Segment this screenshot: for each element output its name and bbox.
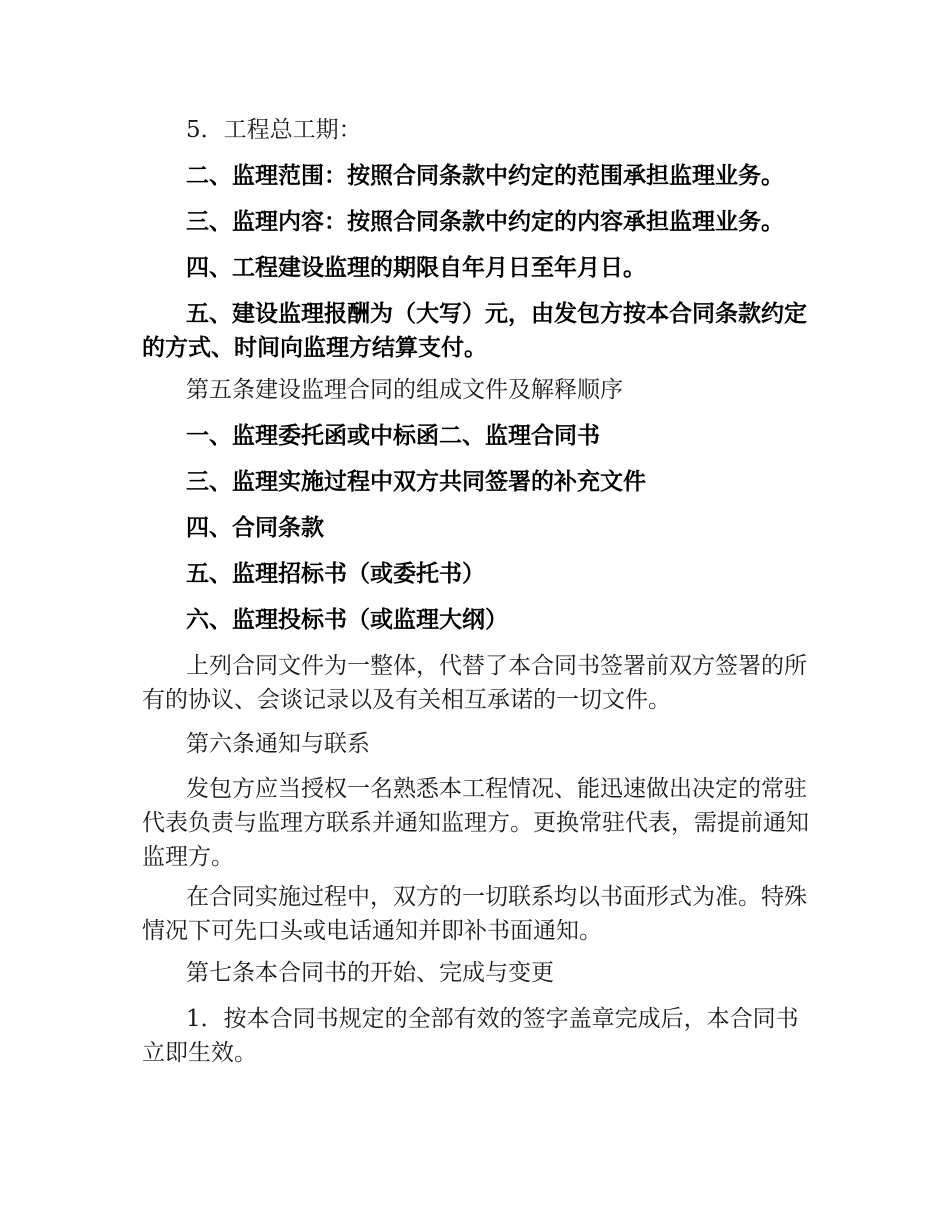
paragraph-effective: 1．按本合同书规定的全部有效的签字盖章完成后，本合同书立即生效。 bbox=[142, 1006, 799, 1066]
paragraph-period: 四、工程建设监理的期限自年月日至年月日。 bbox=[186, 254, 646, 281]
list-item-6: 六、监理投标书（或监理大纲） bbox=[186, 606, 508, 633]
heading-article-7: 第七条本合同书的开始、完成与变更 bbox=[186, 960, 554, 986]
paragraph-schedule: 5．工程总工期： bbox=[186, 117, 362, 143]
list-item-1-2: 一、监理委托函或中标函二、监理合同书 bbox=[186, 422, 600, 449]
list-item-5: 五、监理招标书（或委托书） bbox=[186, 560, 485, 587]
heading-article-5: 第五条建设监理合同的组成文件及解释顺序 bbox=[186, 377, 623, 403]
list-item-3: 三、监理实施过程中双方共同签署的补充文件 bbox=[186, 468, 646, 495]
list-item-4: 四、合同条款 bbox=[186, 514, 324, 541]
paragraph-scope: 二、监理范围：按照合同条款中约定的范围承担监理业务。 bbox=[186, 162, 784, 189]
paragraph-representative: 发包方应当授权一名熟悉本工程情况、能迅速做出决定的常驻代表负责与监理方联系并通知监理方。更换常驻代表，需提前通知监理方。 bbox=[142, 776, 809, 870]
paragraph-remuneration: 五、建设监理报酬为（大写）元，由发包方按本合同条款约定的方式、时间向监理方结算支付。 bbox=[142, 300, 807, 361]
paragraph-whole-contract: 上列合同文件为一整体，代替了本合同书签署前双方签署的所有的协议、会谈记录以及有关相互承诺的一切文件。 bbox=[142, 653, 807, 713]
paragraph-written-notice: 在合同实施过程中，双方的一切联系均以书面形式为准。特殊情况下可先口头或电话通知并即补书面通知。 bbox=[142, 884, 807, 944]
heading-article-6: 第六条通知与联系 bbox=[186, 731, 370, 757]
paragraph-content: 三、监理内容：按照合同条款中约定的内容承担监理业务。 bbox=[186, 208, 784, 235]
